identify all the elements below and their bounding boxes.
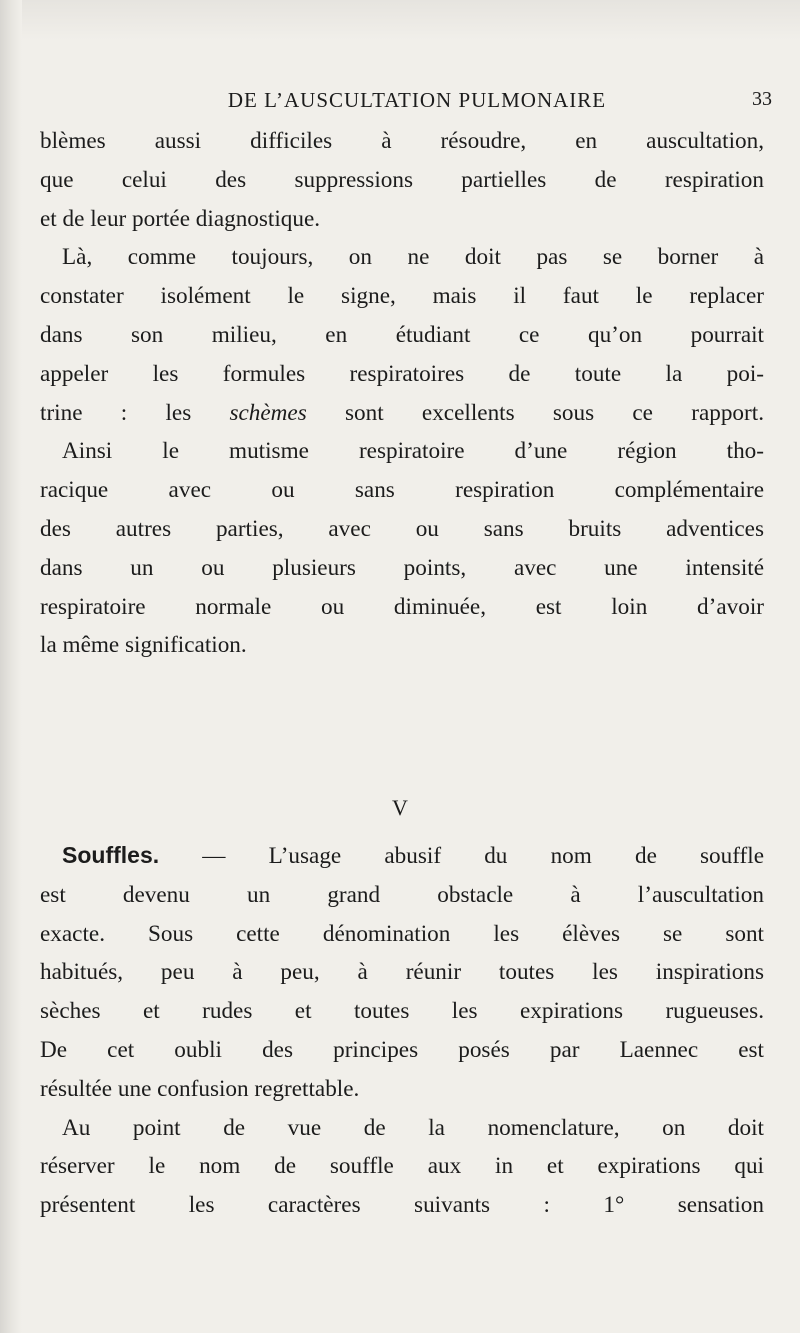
section-number: V xyxy=(392,795,408,820)
italic-term: schèmes xyxy=(229,399,307,426)
text-line: résultée une confusion regrettable. xyxy=(40,1075,360,1102)
text-line: appeler les formules respiratoires de toute la poi- xyxy=(40,360,764,387)
text-line: respiratoire normale ou diminuée, est loin d’avoir xyxy=(40,593,764,620)
paragraph-block-2 xyxy=(40,836,764,1225)
text-line: présentent les caractères suivants : 1° sensation xyxy=(40,1192,764,1219)
text-line: est devenu un grand obstacle à l’auscultation xyxy=(40,881,764,908)
text-line: exacte. Sous cette dénomination les élèves se sont xyxy=(40,920,764,947)
text-fragment: sont excellents sous ce rapport. xyxy=(306,399,764,426)
text-line: dans son milieu, en étudiant ce qu’on pourrait xyxy=(40,321,764,348)
text-line: constater isolément le signe, mais il faut le replacer xyxy=(40,283,764,310)
text-fragment: trine : les xyxy=(40,399,230,426)
text-line: des autres parties, avec ou sans bruits adventices xyxy=(40,515,764,542)
page-binding-shadow xyxy=(0,0,22,1333)
text-line: blèmes aussi difficiles à résoudre, en auscultation, xyxy=(40,128,764,154)
text-line: Ainsi le mutisme respiratoire d’une région tho- xyxy=(62,438,764,465)
text-line: Au point de vue de la nomenclature, on doit xyxy=(62,1114,764,1141)
section-heading: Souffles. xyxy=(62,842,160,868)
running-header xyxy=(62,88,772,118)
text-line: réserver le nom de souffle aux in et expirations qui xyxy=(40,1153,764,1180)
text-line: De cet oubli des principes posés par Laennec est xyxy=(40,1036,764,1063)
text-fragment: — L’usage abusif du nom de souffle xyxy=(159,843,764,869)
text-line: Là, comme toujours, on ne doit pas se borner à xyxy=(62,244,764,271)
text-line xyxy=(40,394,764,433)
text-line: dans un ou plusieurs points, avec une intensité xyxy=(40,554,764,581)
page-number: 33 xyxy=(752,88,772,110)
text-line: habitués, peu à peu, à réunir toutes les inspirations xyxy=(40,959,764,986)
text-line: que celui des suppressions partielles de respiration xyxy=(40,166,764,193)
running-title: DE L’AUSCULTATION PULMONAIRE xyxy=(227,88,607,112)
text-line: et de leur portée diagnostique. xyxy=(40,205,321,232)
paragraph-block-1 xyxy=(40,122,764,665)
text-line: racique avec ou sans respiration complémentaire xyxy=(40,477,764,504)
text-line: sèches et rudes et toutes les expirations rugueuses. xyxy=(40,998,764,1025)
text-line xyxy=(40,836,764,876)
page-top-shading xyxy=(0,0,800,40)
text-line: la même signification. xyxy=(40,632,247,659)
